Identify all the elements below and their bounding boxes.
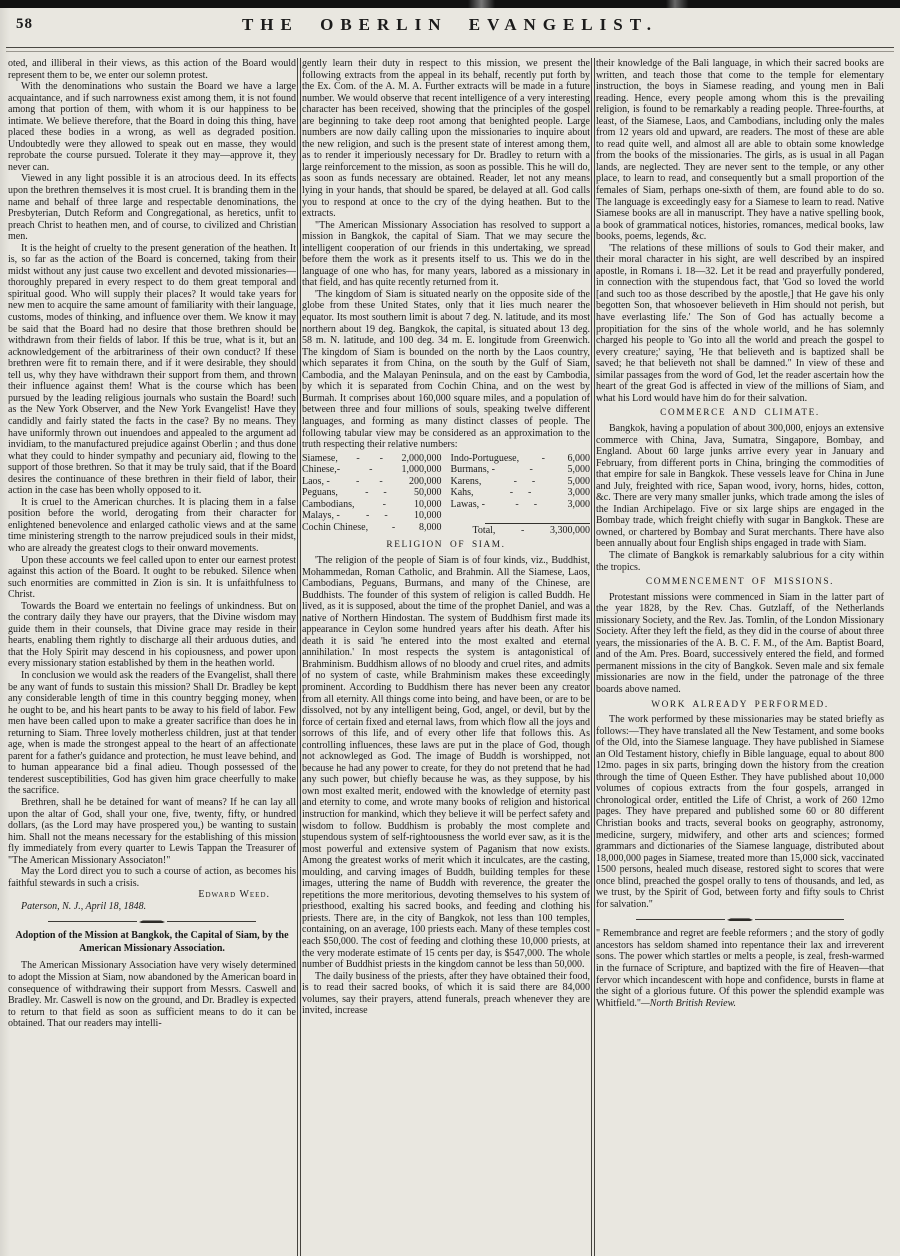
paragraph: their knowledge of the Bali language, in which their sacred books are written, and teach those that come to the temple for elementary instruction, the boys in Siamese reading, and young men in Bali reading. Hence, every people among whom this is the prevailing religion, is found to be remarkably a reading people. Three-fourths, at least, of the Siamese, Laos, and Cambodians, including only the males from 12 years old and upward, are readers. The most of these are able to read quite well, and almost all are able to obtain some knowledge from the books of the missionaries. The girls, as is usual in all Pagan lands, are neglected. They are never sent to the temple, or any other place, to learn to read, and consequently but a small proportion of the females of Siam, perhaps one-sixth of them, are found able to do so. The language is exceedingly easy for a Siamese to learn to read. Native Siamese books are all in manuscript. They have a native spelling book, a book of grammatical notices, histories, romances, medical books, law books, poems, legends, &c. bbox=[596, 58, 884, 243]
paragraph: May the Lord direct you to such a course of action, as becomes his faithful stewards in such a crisis. bbox=[8, 866, 296, 889]
column-divider bbox=[591, 58, 595, 1256]
article-title: Adoption of the Mission at Bangkok, the Capital of Siam, by the American Missionary Association. bbox=[15, 930, 289, 954]
table-row: Cochin Chinese, - 8,000 bbox=[302, 521, 442, 533]
table-row: Chinese,- - 1,000,000 bbox=[302, 464, 442, 476]
paragraph: The climate of Bangkok is remarkably salubrious for a city within the tropics. bbox=[596, 549, 884, 573]
paragraph: gently learn their duty in respect to this mission, we present the following extracts from the appeal in its behalf, recently put forth by the Ex. Com. of the A. M. A. Further extracts will be made in a future number. We would observe that recent intelligence of a very interesting character has been received, showing that the principles of the gospel are beginning to take deep root among that benighted people. Large numbers are now daily calling upon the missionaries to inquire about the new religion, and such is the present state of interest among them, as to render it imperiously necessary for Dr. Bradley to return with a large reinforcement to the mission, as soon as possible. This he will do, as soon as funds necessary are obtained. Reader, let not any means lying in your hands, that should be spared, be delayed at all. God calls you to respond at once to the cry of the dying heathen. But to the extracts. bbox=[302, 58, 590, 220]
paragraph: Upon these accounts we feel called upon to enter our earnest protest against this action of the Board. It ought to be rebuked. Silence when such enormities are committed in Zion is sin. It is unfaithfulness to Christ. bbox=[8, 554, 296, 601]
paragraph: Protestant missions were commenced in Siam in the latter part of the year 1828, by the Rev. Chas. Gutzlaff, of the Netherlands missionary Society, and the Rev. Jas. Tomlin, of the London Missionary Society. After they left the field, as they did in the course of about three years, the missionaries of the A. B. C. F. M., of the Am. Baptist Board, and of the Am. Pres. Board, successively entered the field, and formed permanent missions in the city of Bangkok. Seven male and six female missionaries are now in the field, under the patronage of the three boards above named. bbox=[596, 591, 884, 695]
closing-quote bbox=[596, 928, 884, 1009]
section-heading-commerce: COMMERCE AND CLIMATE. bbox=[660, 408, 820, 419]
table-row: Indo-Portuguese, - 6,000 bbox=[450, 452, 590, 464]
column-3 bbox=[596, 58, 884, 1256]
paragraph: Towards the Board we entertain no feelings of unkindness. But on the contrary daily they have our prayers, that the Divine wisdom may guide them in their counsels, that Divine grace may reside in their hearts, enabling them rightly to discharge all their arduous duties, and that the Holy Spirit may descend in his copiousness, and power upon every missionary station established by them in the heathen world. bbox=[8, 600, 296, 670]
population-table-right bbox=[449, 453, 591, 537]
table-row: Malays, - - - 10,000 bbox=[302, 510, 442, 522]
diamond-ornament-icon bbox=[139, 920, 165, 923]
paragraph: 'The kingdom of Siam is situated nearly on the opposite side of the globe from these United States, only that it lies much nearer the equator. Its most southern limit is about 7 deg. N. latitude, and its most northern about 19 deg. Bangkok, the capital, is situated about 13 deg. 58 m. N. latitude, and 100 deg. 34 m. E. longitude from Greenwich. The kingdom of Siam is bounded on the north by the Laos country, which separates it from China, on the south by the Gulf of Siam, Cambodia, and the Malayan Peninsula, and on the east by Cambodia, by which it is separated from Cochin China, and on the west by Burmah. It comprises about 160,000 square miles, and a population of between three and four millions of souls, speaking twelve different languages, and forming as many distinct classes of people. The following tabular view may be considered as an approximation to the truth respecting their relative numbers: bbox=[302, 288, 590, 451]
table-total-rule bbox=[485, 523, 591, 524]
paragraph: In conclusion we would ask the readers of the Evangelist, shall there be any want of funds to sustain this mission? Shall Dr. Bradley be kept any considerable length of time in this country begging money, when he ought to be, and his heart pants to be away to his field of labor. Few men have been called upon to make a greater sacrifice than does he in returning to Siam. Three lovely motherless children, just at that tender age, when is made the strongest appeal to the heart of an affectionate parent for a father's guidance and protection, he must leave behind, and to human appearance bid a final adieu. Though possessed of the tenderest susceptibilities, God has given him grace cheerfully to make the sacrifice. bbox=[8, 669, 296, 797]
table-row: Kahs, - - 3,000 bbox=[450, 487, 590, 499]
column-divider bbox=[297, 58, 301, 1256]
paragraph: Brethren, shall he be detained for want of means? If he can lay all upon the altar of God, shall your one, five, twenty, fifty, or hundred dollars, (as the Lord may have prospered you,) be wanting to sustain him. Shall not the means necessary for the establishing of this mission fly immediately from every quarter to Lewis Tappan the Treasurer of "The American Missionary Associaton!" bbox=[8, 797, 296, 866]
table-row: Cambodians, - 10,000 bbox=[302, 498, 442, 510]
population-table-left bbox=[302, 453, 449, 537]
table-row: Laos, - - - 200,000 bbox=[302, 475, 442, 487]
paragraph: With the denominations who sustain the Board we have a large acquaintance, and if such narrowness exist among them, it is not found among that portion of them, with whom it is our happiness to be intimate. We believe therefore, that the Board in doing this thing, have placed these bodies in a wrong, as well as degraded position. Undoubtedly were they allowed to speak out en masse, they would reprobate the course pursued. Tolerate it they may—approve it, they never can. bbox=[8, 81, 296, 173]
table-row: Lawas, - - - 3,000 bbox=[450, 498, 590, 510]
table-row: Siamese, - - 2,000,000 bbox=[302, 452, 442, 464]
table-row: Karens, - - 5,000 bbox=[450, 475, 590, 487]
population-table bbox=[302, 453, 590, 537]
paragraph: oted, and illiberal in their views, as this action of the Board would represent them to be, we enter our solemn protest. bbox=[8, 58, 296, 81]
page-number: 58 bbox=[16, 16, 33, 32]
paragraph: Bangkok, having a population of about 300,000, enjoys an extensive commerce with China, Java, Sumatra, Singapore, Bombay, and England. About 60 large junks arrive every year in January and February, from different ports in China, bringing the commodities of that empire for sale in Bangkok. These vessels leave for China in June and July, freighted with rice, Sapan wood, ivory, horns, hides, cotton, &c. There are very many smaller junks, which trade among the isles of the Indian Archipelago. Five or six large ships are engaged in the Bombay trade, which freight chiefly with sugar in Bangkok. These are owned, or chartered by Bombay and Surat merchants. There have also been annually about four English ships engaged in trade with Siam. bbox=[596, 422, 884, 550]
paragraph: "The American Missionary Association has resolved to support a mission in Bangkok, the capital of Siam. That we may secure the intelligent cooperation of our friends in this undertaking, we spread before them the work as it presents itself to us. This we do in the language of one who has, for many years, labored as a missionary in that field, and has quite recently returned from it. bbox=[302, 219, 590, 289]
column-1 bbox=[8, 58, 296, 1256]
column-layout bbox=[0, 52, 900, 1256]
section-heading-missions: COMMENCEMENT OF MISSIONS. bbox=[645, 577, 835, 588]
section-divider-ornament bbox=[48, 920, 256, 923]
paragraph: 'The relations of these millions of souls to God their maker, and their moral character in his sight, are well described by an inspired apostle, in Romans i. 18—32. Let it be read and prayerfully pondered, in connection with the stupendous fact, that 'God so loved the world [and such too as those described by the apostle,] that He gave his only begotten Son, that whosoever believeth in Him should not perish, but have everlasting life.' The Son of God has actually become a propitiation for the sins of the whole world, and he has solemnly charged his people to 'Go into all the world and preach the gospel to every creature;' saying, 'He that believeth and is baptized shall be saved; he that believeth not shall be damned." In view of these and similar passages from the word of God, let the reader ascertain how the heart of the great God is affected in view of the millions of Siam, and what his Lord would have him do for their salvation. bbox=[596, 242, 884, 404]
paragraph: The work performed by these missionaries may be stated briefly as follows:—They have translated all the New Testament, and some books of the Old, into the Siamese language. They have published in Siamese an Old Testament history, chiefly in Bible language, equal to about 800 12mo. pages in six parts, bringing down the history from the creation through the time of Queen Esther. They have published about 10,000 volumes of copious extracts from the four gospels, arranged in chronological order, entitled the Life of Christ, a work of 260 12mo pages. They have prepared and published some 60 or 80 different Christian books and tracts, several books on geography, astronomy, medicine, surgery, midwifery, and other arts and sciences; formed grammars and dictionaries of the Siamese language, distributed about 18,000,000 pages in Siamese, treated more than 15,000 sick, vaccinated 1500 persons, healed much disease, restored sight to scores that were once blind, preached the gospel orally to tens of thousands, and led, as we trust, by the Spirit of God, between forty and fifty souls to Christ for salvation." bbox=[596, 714, 884, 910]
page-header bbox=[14, 12, 886, 46]
dateline: Paterson, N. J., April 18, 1848. bbox=[21, 900, 147, 912]
paragraph: 'The religion of the people of Siam is of four kinds, viz., Buddhist, Mohammedan, Roman Catholic, and Brahmin. All the Siamese, Laos, Cambodians, Peguans, Burmans, and many of the Chinese, are Buddhists. The founder of this system of religion is called Buddh. He lived, as it is supposed, about the time of the prophet Daniel, and was a native of Northern Hindostan. The system of Buddhism first made its appearance in Ceylon some hundred years after his death. After his death it is said 'he entered into the most exalted and eternal annihilation.' In most respects the system is antagonistical of Brahminism. Buddhism allows of no bloody and cruel rites, and admits of no system of caste, while Brahminism makes these exceedingly prominent. According to Buddhism there has never been any creator from all eternity. All things come into being, and have been, or are to be dissolved, not by any intelligent being, God, angel, or devil, but by the force of certain fixed and eternal laws, from which flow all the joys and sorrows of this life, and of every other life that follows this. As controlling influences, these laws are put in the place of God, though not acknowleged as God. The image of Buddh is worshipped, not because he had any power to create, for they do not pretend that he had any such power, but chiefly because he was, as they suppose, by his own most exalted merit, endowed with the knowledge of eternity past and eternity to come, and wrote many books of religion and historical instruction for mankind, which they believe it will be perfect safety and wisdom to follow. Buddhism is probably the most complete and stupendous system of self-rightoousness the world ever saw, as it is the most powerful and extensive system of Paganism that now exists. Among the greatest works of merit which it inculcates, are the casting, moulding, and carving images of Buddh, building temples for these images, uttering the name of Buddh with reverence, the greater the repetitions the more meritorious, devoting themselves to his system of priesthood, exalting his sacred books, and feeding and clothing his priests. There are, in the city of Bangkok, not less than 100 temples, containing, on an average, 100 priests each. Many of these temples cost each $50,000. The cost of feeding and clothing these 10,000 priests, at the very moderate estimate of 15 cents per day, is $547,000. The whole number of Buddhist priests in the kingdom cannot be less than 50,000. bbox=[302, 554, 590, 971]
signature: Edward Weed. bbox=[198, 889, 270, 901]
quote-attribution: —North British Review. bbox=[640, 997, 736, 1009]
paragraph: The American Missionary Association have very wisely determined to adopt the Mission at Siam, now abandoned by the American board in consequence of withdrawing their support from Messrs. Caswell and Bradley. Mr. Caswell is now on the ground, and Dr. Bradley is expected to return to that field as soon as sufficient means to do it can be obtained. That our readers may intelli- bbox=[8, 960, 296, 1030]
paragraph: Viewed in any light possible it is an atrocious deed. In its effects upon the brethren themselves it is most cruel. It is branding them in the name and behalf of three large and respectable denominations, the Presbyterian, Dutch Reform and Congregational, as heretics, unfit to preach Christ to heathen men, and of course, to civilized and Christian men. bbox=[8, 173, 296, 243]
diamond-ornament-icon bbox=[727, 918, 753, 921]
quote-text: " Remembrance and regret are feeble reformers ; and the story of godly ancestors has seldom shamed into repentance their lax and irreverent sons. The power which startles or melts a people, is zeal, fresh-warmed in the furnace of Scripture, and baptized with the fire of Heaven—that fervor which incandescent with hope and confidence, bursts in flame at the sight of a glorious future. Of this power the splendid example was Whitfield." bbox=[596, 928, 884, 1009]
masthead-title: THE OBERLIN EVANGELIST. bbox=[241, 15, 659, 34]
section-heading-religion: RELIGION OF SIAM. bbox=[386, 540, 506, 551]
table-spacer bbox=[451, 510, 591, 522]
table-row: Peguans, - - 50,000 bbox=[302, 487, 442, 499]
paragraph: The daily business of the priests, after they have obtained their food, is to read their sacred books, of which it is said there are 84,000 volumes, say their prayers, attend funerals, preach whenever they are invited, increase bbox=[302, 970, 590, 1017]
table-row: Burmans, - - 5,000 bbox=[450, 464, 590, 476]
table-total-row: Total, - 3,300,000 bbox=[472, 524, 590, 536]
scan-edge-bar bbox=[0, 0, 900, 8]
column-2 bbox=[302, 58, 590, 1256]
section-divider-ornament bbox=[636, 918, 844, 921]
paragraph: It is cruel to the American churches. It is placing them in a false position before the world, derogating from their character for enlightened benevolence and enlarged catholic views and at the same time ministering strength to the narrow prejudiced souls in their midst, who are already the greatest clogs to their onward movements. bbox=[8, 496, 296, 554]
paragraph: It is the height of cruelty to the present generation of the heathen. It is, so far as the action of the Board is concerned, taking from their midst without any just cause two excellent and devoted missionaries—thoroughly prepared in every respect to do them great temporal and spiritual good. Who will supply their places? It would take years for new men to acquire the same amount of familiarity with their language, customs, modes of thinking, and influence over them. We know it may be said that the Board had no desire that those brethren should be withdrawn from their fields of labor. If this be true, what is it, but an acknowledgement of the arbitrariness of their own conduct? If these brethren were fit to remain there, and if it were desirable, they should tell us, why they have withdrawn their support from them, and thrown their influence against them! What is the course which has been pursued by the leading religious journals who sustain the Board! such as the New York Observer, and the New York Evangelist! Have they candidly and fairly stated the facts in the case? By no means. They have uniformly thrown out inuendoes and appealed to the argument ad invidiam, to the manufactured prejudice against Oberlin ; and thus done what they could to hinder sympathy and pecuniary aid, flowing to the support of those brethren. So that it may be truly said, that if the Board desires the continuance of these brethren in their field of labor, their action in the case has been wholly opposed to it. bbox=[8, 242, 296, 497]
section-heading-work: WORK ALREADY PERFORMED. bbox=[651, 699, 829, 710]
